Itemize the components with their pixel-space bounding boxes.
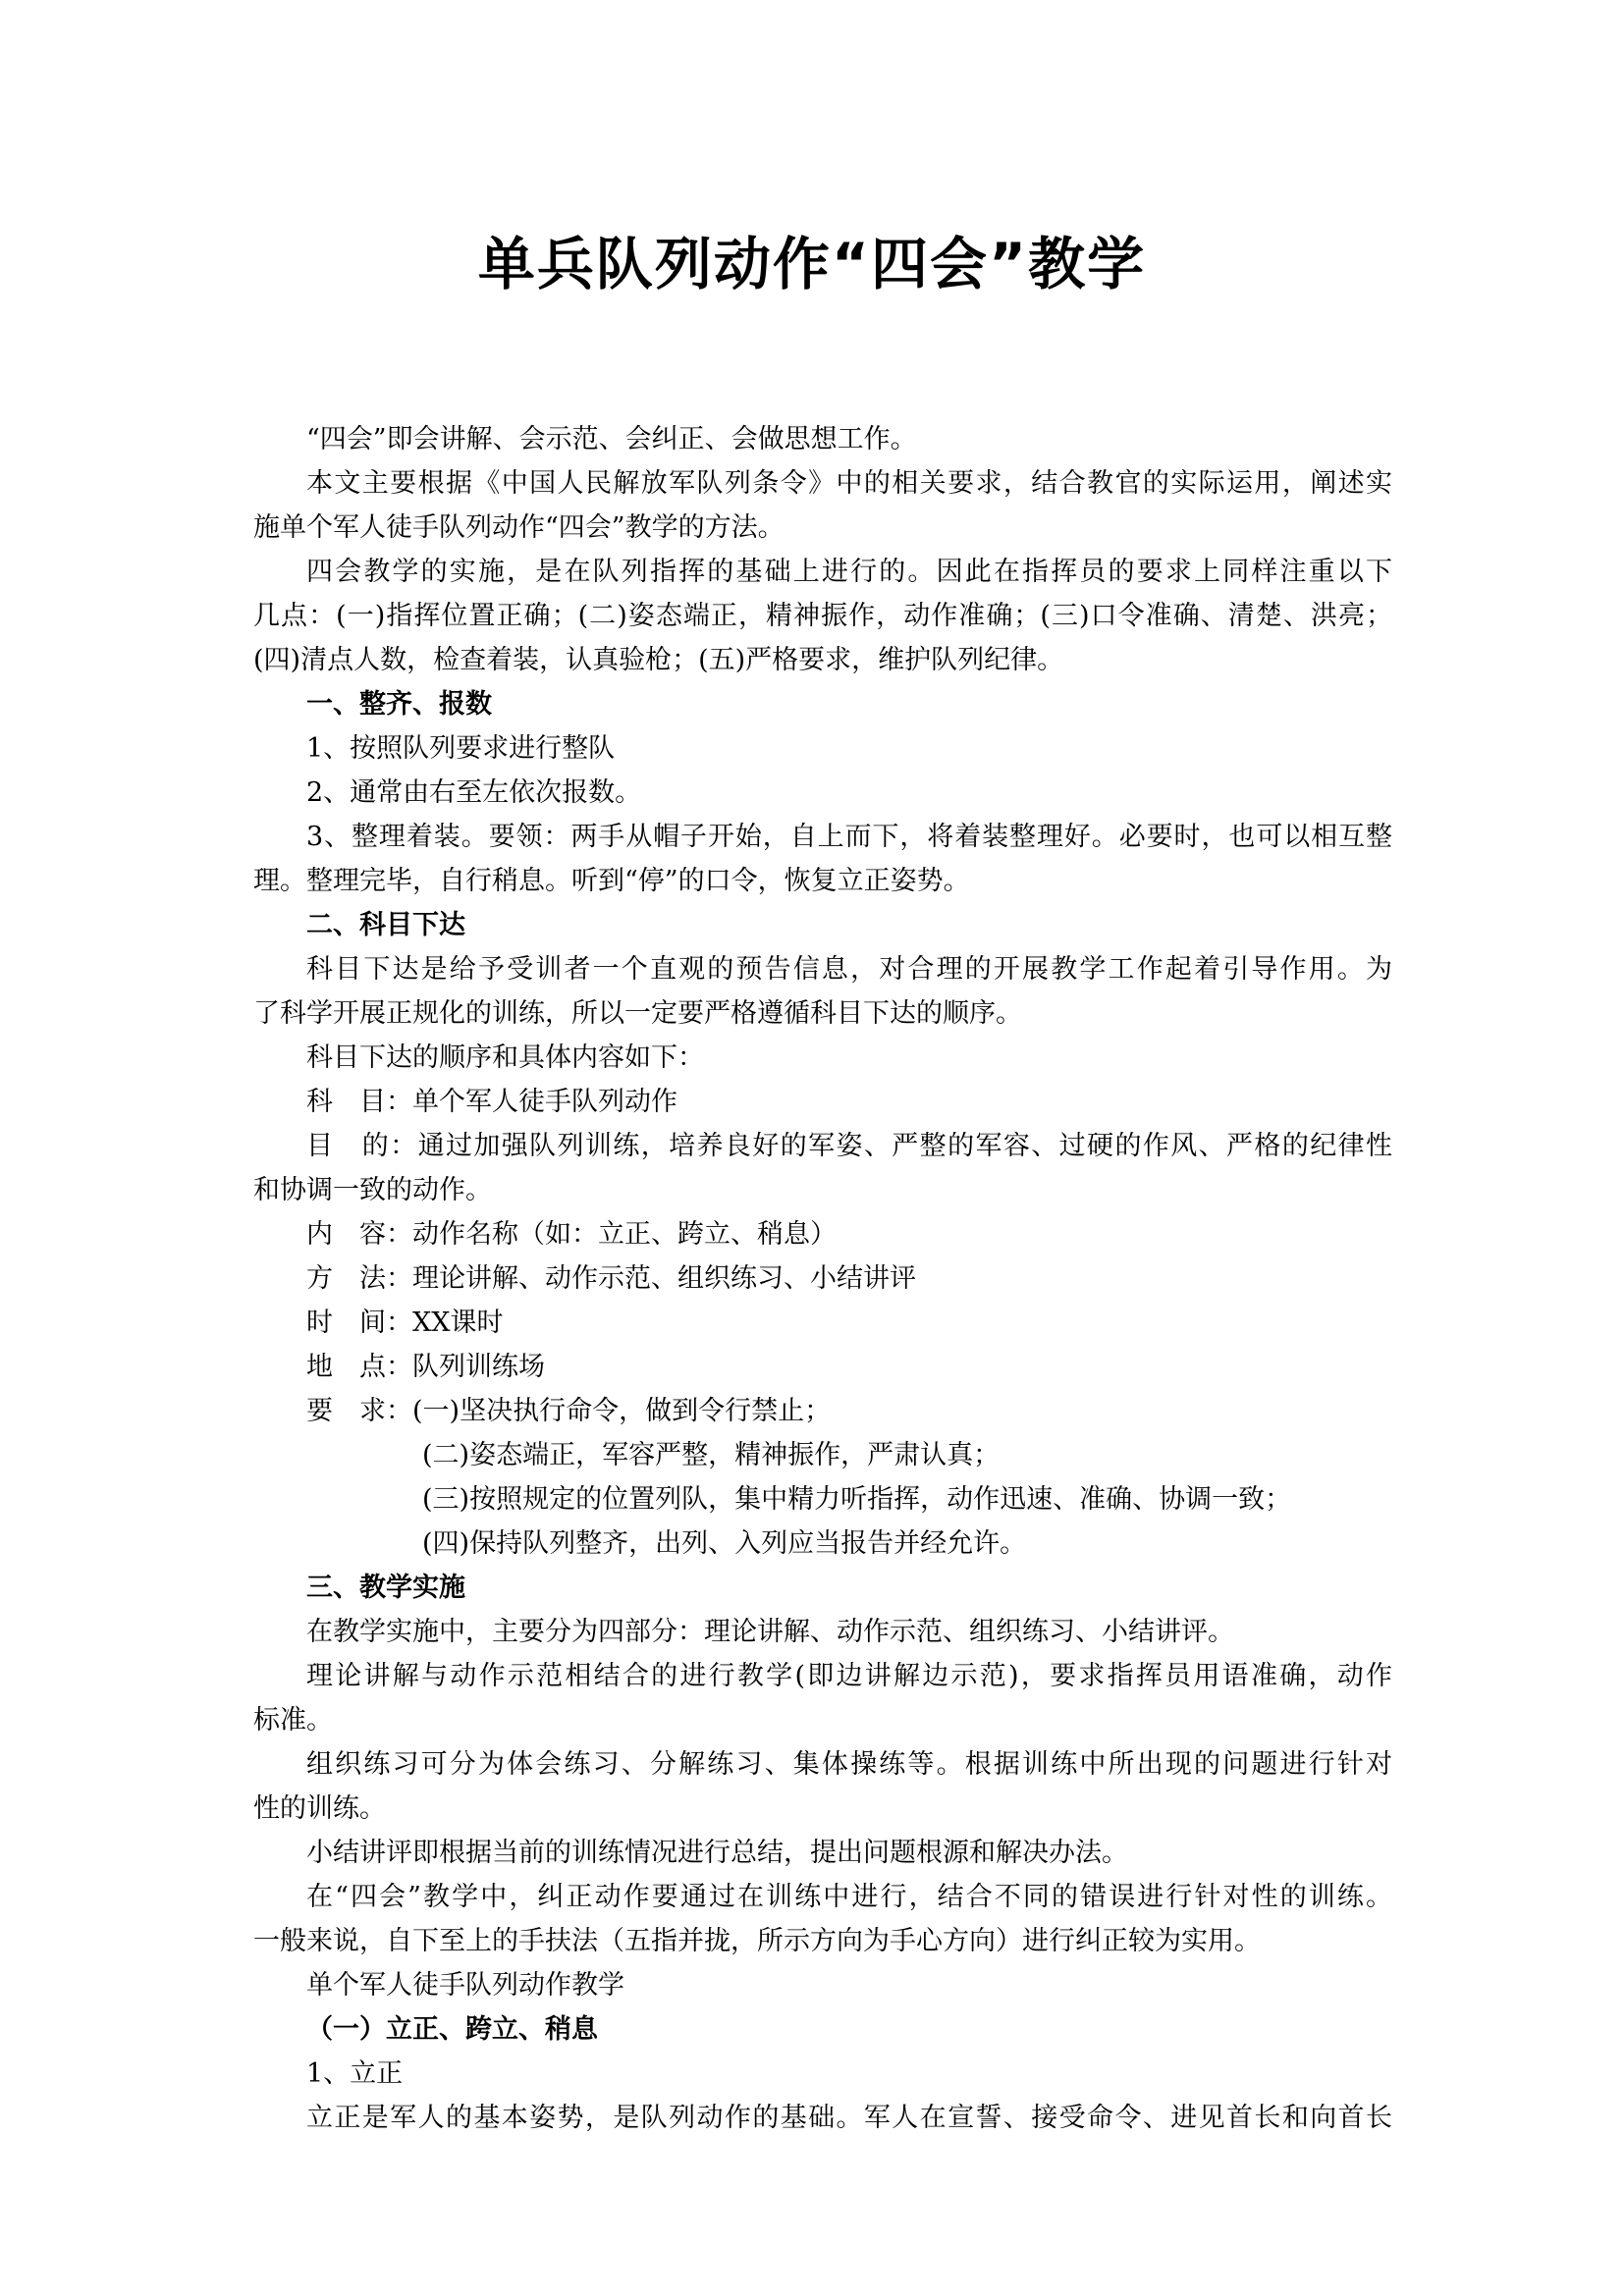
text-line: 内 容：动作名称（如：立正、跨立、稍息） bbox=[306, 1219, 837, 1250]
text-line: 方 法：理论讲解、动作示范、组织练习、小结讲评 bbox=[306, 1263, 916, 1294]
text-line: 四会教学的实施，是在队列指挥的基础上进行的。因此在指挥员的要求上同样注重以下 bbox=[306, 557, 1392, 587]
text-line: “四会”即会讲解、会示范、会纠正、会做思想工作。 bbox=[306, 424, 917, 454]
section-heading: （一）立正、跨立、稍息 bbox=[306, 2014, 598, 2045]
text-line: 在“四会”教学中，纠正动作要通过在训练中进行，结合不同的错误进行针对性的训练。 bbox=[306, 1882, 1392, 1912]
text-line: 单个军人徒手队列动作教学 bbox=[306, 1970, 624, 2001]
text-line: 在教学实施中，主要分为四部分：理论讲解、动作示范、组织练习、小结讲评。 bbox=[306, 1617, 1234, 1647]
text-line: 科目下达的顺序和具体内容如下： bbox=[306, 1042, 704, 1073]
text-line: 组织练习可分为体会练习、分解练习、集体操练等。根据训练中所出现的问题进行针对 bbox=[306, 1749, 1392, 1780]
text-line: 3、整理着装。要领：两手从帽子开始，自上而下，将着装整理好。必要时，也可以相互整 bbox=[306, 822, 1392, 852]
section-heading: 一、整齐、报数 bbox=[306, 689, 492, 720]
text-line: 时 间：XX课时 bbox=[306, 1308, 504, 1338]
text-line: 目 的：通过加强队列训练，培养良好的军姿、严整的军容、过硬的作风、严格的纪律性 bbox=[306, 1131, 1392, 1161]
text-line: 一般来说，自下至上的手扶法（五指并拢，所示方向为手心方向）进行纠正较为实用。 bbox=[253, 1926, 1261, 1956]
text-line: 几点：(一)指挥位置正确；(二)姿态端正，精神振作，动作准确；(三)口令准确、清楚、洪亮； bbox=[253, 601, 1392, 631]
text-line: 性的训练。 bbox=[253, 1793, 386, 1824]
text-line: 要 求：(一)坚决执行命令，做到令行禁止； bbox=[306, 1396, 832, 1426]
text-line: (四)清点人数，检查着装，认真验枪；(五)严格要求，维护队列纪律。 bbox=[253, 645, 1064, 675]
text-line: 和协调一致的动作。 bbox=[253, 1175, 492, 1205]
text-line: 立正是军人的基本姿势，是队列动作的基础。军人在宣誓、接受命令、进见首长和向首长 bbox=[306, 2103, 1392, 2133]
text-line: 理论讲解与动作示范相结合的进行教学(即边讲解边示范)，要求指挥员用语准确，动作 bbox=[306, 1661, 1392, 1691]
text-line: 理。整理完毕，自行稍息。听到“停”的口令，恢复立正姿势。 bbox=[253, 866, 970, 896]
text-line: 施单个军人徒手队列动作“四会”教学的方法。 bbox=[253, 512, 785, 543]
text-line: 地 点：队列训练场 bbox=[306, 1352, 545, 1382]
text-line: 小结讲评即根据当前的训练情况进行总结，提出问题根源和解决办法。 bbox=[306, 1838, 1128, 1868]
text-line: 1、立正 bbox=[306, 2058, 404, 2089]
text-line: (四)保持队列整齐，出列、入列应当报告并经允许。 bbox=[422, 1528, 1027, 1559]
text-line: (二)姿态端正，军容严整，精神振作，严肃认真； bbox=[422, 1440, 1001, 1470]
section-heading: 二、科目下达 bbox=[306, 910, 465, 940]
text-line: 2、通常由右至左依次报数。 bbox=[306, 777, 642, 808]
text-line: 科 目：单个军人徒手队列动作 bbox=[306, 1087, 677, 1117]
text-line: (三)按照规定的位置列队，集中精力听指挥，动作迅速、准确、协调一致； bbox=[422, 1484, 1292, 1515]
text-line: 科目下达是给予受训者一个直观的预告信息，对合理的开展教学工作起着引导作用。为 bbox=[306, 954, 1392, 985]
text-line: 1、按照队列要求进行整队 bbox=[306, 733, 616, 764]
text-line: 了科学开展正规化的训练，所以一定要严格遵循科目下达的顺序。 bbox=[253, 998, 1022, 1029]
section-heading: 三、教学实施 bbox=[306, 1573, 465, 1603]
text-line: 标准。 bbox=[253, 1705, 333, 1735]
text-line: 本文主要根据《中国人民解放军队列条令》中的相关要求，结合教官的实际运用，阐述实 bbox=[306, 468, 1392, 499]
document-title: 单兵队列动作“四会”教学 bbox=[477, 231, 1147, 297]
document-body bbox=[253, 417, 1392, 2140]
